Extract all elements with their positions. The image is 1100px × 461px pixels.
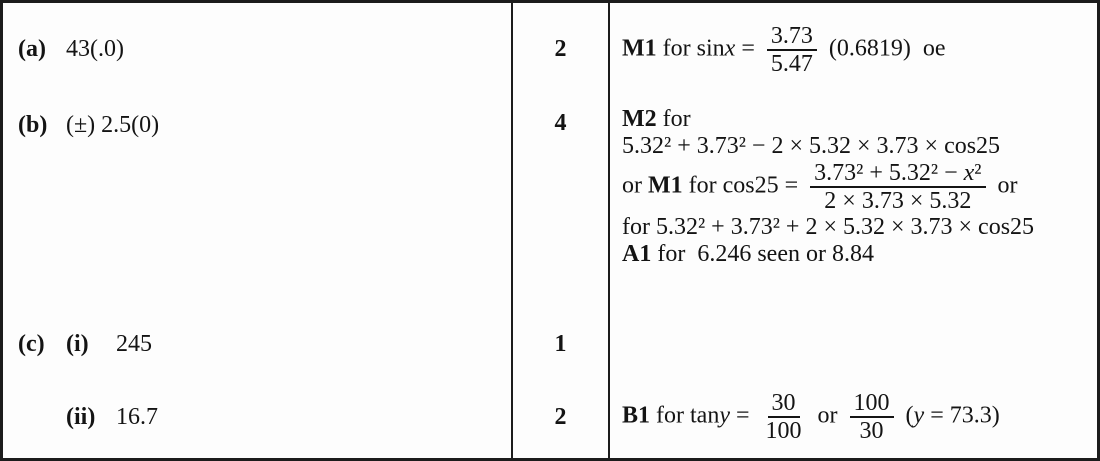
marks-cell-c-i	[511, 312, 610, 376]
note-text: or	[622, 172, 648, 199]
fraction-denominator: 2 × 3.73 × 5.32	[824, 188, 972, 214]
answer-cell-b	[3, 96, 511, 312]
equals-sign: =	[735, 35, 761, 62]
mark-code-m2: M2	[622, 106, 657, 132]
marks-value-c-ii: 2	[554, 403, 567, 430]
fraction-numerator: 3.73	[767, 23, 817, 51]
note-line-a1	[622, 23, 946, 77]
fraction	[850, 390, 894, 444]
fraction-numerator	[810, 160, 985, 188]
part-label-b: (b)	[18, 112, 48, 138]
equals-sign: =	[729, 402, 756, 429]
marks-value-b: 4	[554, 110, 567, 136]
note-text: (0.6819) oe	[822, 35, 946, 62]
answer-value-c-i: 245	[116, 330, 152, 357]
marks-value-a: 2	[554, 36, 567, 62]
answer-cell-c-ii	[3, 376, 511, 458]
mark-code-m1-alt: M1	[648, 172, 683, 199]
note-text: for 6.246 seen or 8.84	[651, 241, 874, 267]
fraction	[810, 160, 985, 214]
marks-cell-b	[511, 96, 610, 312]
mark-code-m1: M1	[622, 35, 657, 62]
answer-value-a: 43(.0)	[66, 36, 124, 62]
note-text: = 73.3)	[924, 402, 1000, 429]
superscript: ²	[974, 160, 982, 186]
cosine-rule-expression-alt: for 5.32² + 3.73² + 2 × 5.32 × 3.73 × cos25	[622, 214, 1035, 240]
variable-y: y	[719, 402, 730, 429]
fraction	[762, 390, 806, 444]
answer-cell-a	[3, 3, 511, 96]
note-cell-a	[610, 3, 1097, 96]
note-text: for	[656, 106, 691, 132]
marks-cell-a	[511, 3, 610, 96]
variable-x: x	[963, 160, 975, 186]
answer-value-c-ii: 16.7	[116, 403, 158, 430]
note-text: (	[899, 402, 914, 429]
answer-cell-c-i	[3, 312, 511, 376]
part-label-c: (c)	[18, 330, 45, 357]
note-line-b3	[622, 160, 1093, 214]
note-line-d1	[622, 390, 1000, 444]
marks-value-c-i: 1	[554, 330, 567, 357]
fraction-denominator: 100	[765, 418, 802, 444]
variable-y: y	[913, 402, 925, 429]
note-text: for cos25 =	[682, 172, 805, 199]
subpart-label-ii: (ii)	[66, 403, 96, 430]
note-line-b1	[622, 106, 1093, 133]
mark-code-a1: A1	[622, 241, 652, 267]
note-line-b5	[622, 241, 1093, 268]
fraction-denominator: 5.47	[770, 50, 813, 77]
note-text: for sin	[656, 35, 725, 62]
note-line-b2	[622, 133, 1093, 160]
note-cell-c-i	[610, 312, 1097, 376]
fraction-denominator: 30	[859, 418, 884, 444]
subpart-label-i: (i)	[66, 330, 89, 357]
fraction-numerator: 30	[768, 390, 800, 418]
note-cell-b	[610, 96, 1097, 312]
note-text: or	[991, 172, 1018, 199]
note-text: for tan	[650, 402, 720, 429]
note-text: 3.73² + 5.32² −	[814, 160, 964, 186]
part-label-a: (a)	[18, 36, 46, 62]
mark-code-b1: B1	[622, 402, 651, 429]
variable-x: x	[724, 35, 736, 62]
fraction-numerator: 100	[850, 390, 894, 418]
note-line-b4	[622, 214, 1093, 241]
cosine-rule-expression: 5.32² + 3.73² − 2 × 5.32 × 3.73 × cos25	[622, 133, 1001, 159]
note-text: or	[811, 402, 844, 429]
fraction	[767, 23, 817, 77]
marks-cell-c-ii	[511, 376, 610, 458]
answer-value-b: (±) 2.5(0)	[66, 112, 160, 138]
note-cell-c-ii	[610, 376, 1097, 458]
